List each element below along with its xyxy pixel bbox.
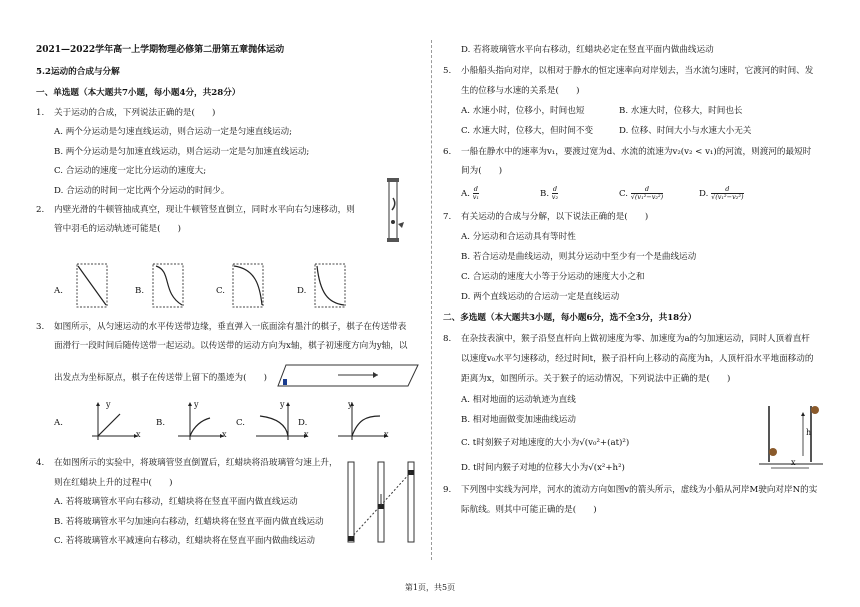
conveyor-belt-figure [278,362,420,390]
q6-option-a: A. $\frac{d}{\text{v₁}}$ [461,185,479,201]
exam-title: 2021—2022学年高一上学期物理必修第二册第五章抛体运动 [36,45,285,55]
q7-option-b: B. 若合运动是曲线运动，则其分运动中至少有一个是曲线运动 [461,252,697,262]
q3-option-a: A. [54,418,63,428]
section-multi-choice: 二、多选题（本大题共3小题，每小题6分，选不全3分，共18分） [443,313,697,323]
q1-option-a: A. 两个分运动是匀速直线运动，则合运动一定是匀速直线运动; [54,127,293,137]
q2-figure-d [314,263,346,308]
q6-option-b: B. $\frac{d}{\text{v₂}}$ [540,185,559,201]
q3a-y-label: y [106,400,111,409]
question-6-line2: 间为( ) [461,166,503,176]
q6-option-c: C. $\frac{d}{\text{√(v₁²−v₂²)}}$ [619,185,664,201]
question-8-line3: 距离为x，如图所示。关于猴子的运动情况，下列说法中正确的是( ) [461,374,731,384]
question-1: 1. 关于运动的合成，下列说法正确的是( ) [36,108,216,118]
question-9-line2: 际航线。则其中可能正确的是( ) [461,505,597,515]
height-label: h [806,428,812,437]
q3c-y-label: y [280,400,285,409]
question-3-line2: 面滑行一段时间后随传送带一起运动。以传送带的运动方向为x轴，棋子初速度方向为y轴，以 [54,341,408,351]
q3-option-c: C. [236,418,246,428]
question-3: 3. 如图所示，从匀速运动的水平传送带边缘，垂直弹入一底面涂有墨汁的棋子，棋子在传送带表 [36,322,407,332]
question-7: 7. 有关运动的合成与分解，以下说法正确的是( ) [443,212,649,222]
section-subtitle: 5.2运动的合成与分解 [36,67,120,77]
question-4-line2: 则在红蜡块上升的过程中( ) [54,478,173,488]
q3-option-b: B. [156,418,166,428]
q3d-x-label: x [384,430,389,439]
question-8-line2: 以速度v₀水平匀速移动，经过时间t，猴子沿杆向上移动的高度为h，人顶杆沿水平地面移动的 [461,354,814,364]
q2-option-c: C. [216,286,226,296]
question-8: 8. 在杂技表演中，猴子沿竖直杆向上做初速度为零、加速度为a的匀加速运动，同时人顶着直杆 [443,334,810,344]
q7-option-c: C. 合运动的速度大小等于分运动的速度大小之和 [461,272,645,282]
q2-option-b: B. [135,286,145,296]
q6-option-d: D. $\frac{d}{\text{√(v₁²−v₂²)}}$ [699,185,744,201]
q3d-y-label: y [348,400,353,409]
section-single-choice: 一、单选题（本大题共7小题，每小题4分，共28分） [36,88,241,98]
glass-tube-figure [346,460,426,546]
q4-option-a: A. 若将玻璃管水平向右移动，红蜡块将在竖直平面内做直线运动 [54,497,298,507]
question-2-line2: 管中羽毛的运动轨迹可能是( ) [54,224,182,234]
question-9: 9. 下列图中实线为河岸，河水的流动方向如图v的箭头所示，虚线为小船从河岸M驶向对岸N的实 [443,485,818,495]
q2-option-a: A. [54,286,63,296]
q3-figure-a [88,400,140,442]
question-3-line3: 出发点为坐标原点，棋子在传送带上留下的墨迹为( ) [54,373,267,383]
q7-option-a: A. 分运动和合运动具有等时性 [461,232,576,242]
q5-option-b: B. 水速大时，位移大，时间也长 [619,106,743,116]
q2-figure-a [76,263,108,308]
q3c-x-label: x [304,430,309,439]
question-5-line2: 生的位移与水速的关系是( ) [461,86,580,96]
q2-option-d: D. [297,286,307,296]
q4-option-c: C. 若将玻璃管水平减速向右移动，红蜡块将在竖直平面内做曲线运动 [54,536,315,546]
q5-option-a: A. 水速小时，位移小，时间也短 [461,106,585,116]
q8-option-a: A. 相对地面的运动轨迹为直线 [461,395,576,405]
page-footer: 第1页，共5页 [404,583,456,592]
q8-option-c: C. t时刻猴子对地速度的大小为√(v₀²+(at)²) [461,438,630,448]
question-4: 4. 在如图所示的实验中，将玻璃管竖直倒置后，红蜡块将沿玻璃管匀速上升， [36,458,338,468]
q7-option-d: D. 两个直线运动的合运动一定是直线运动 [461,292,620,302]
q3-figure-b [174,400,226,442]
q2-figure-c [232,263,264,308]
q1-option-d: D. 合运动的时间一定比两个分运动的时间少。 [54,186,230,196]
q4-option-d: D. 若将玻璃管水平向右移动，红蜡块必定在竖直平面内做曲线运动 [461,45,714,55]
question-6: 6. 一船在静水中的速率为v₁，要渡过宽为d、水流的流速为v₂(v₂ < v₁)的河流，则渡河的最短时 [443,147,812,157]
q5-option-d: D. 位移、时间大小与水速大小无关 [619,126,752,136]
q4-option-b: B. 若将玻璃管水平匀加速向右移动，红蜡块将在竖直平面内做直线运动 [54,517,324,527]
q3b-y-label: y [194,400,199,409]
q1-option-b: B. 两个分运动是匀加速直线运动，则合运动一定是匀加速直线运动; [54,147,310,157]
q3a-x-label: x [136,430,141,439]
q3-figure-d [334,400,390,442]
q1-option-c: C. 合运动的速度一定比分运动的速度大; [54,166,207,176]
newton-tube-figure [382,178,406,244]
q8-option-b: B. 相对地面做变加速曲线运动 [461,415,576,425]
q3-option-d: D. [298,418,308,428]
q2-figure-b [152,263,184,308]
q5-option-c: C. 水速大时，位移大，但时间不变 [461,126,594,136]
column-divider [431,40,432,560]
question-2: 2. 内壁光滑的牛顿管抽成真空，现让牛顿管竖直倒立，同时水平向右匀速移动，则 [36,205,355,215]
q3b-x-label: x [222,430,227,439]
question-5: 5. 小船船头指向对岸，以相对于静水的恒定速率向对岸划去，当水流匀速时，它渡河的时间、发 [443,66,814,76]
distance-label: x [791,458,796,467]
q8-option-d: D. t时间内猴子对地的位移大小为√(x²+h²) [461,463,625,473]
